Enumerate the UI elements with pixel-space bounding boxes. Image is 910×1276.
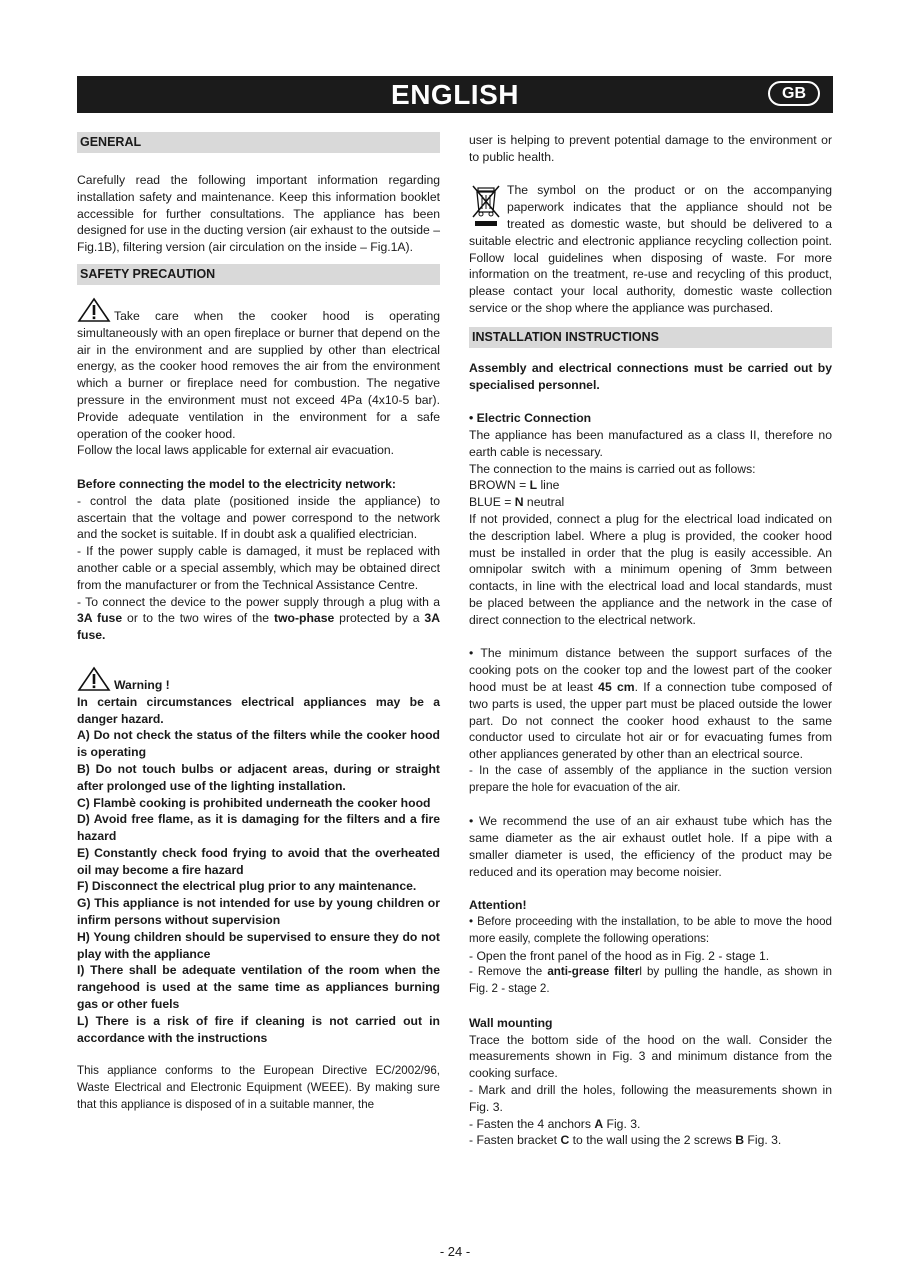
- wall-step2-prefix: - Fasten the 4 anchors: [469, 1116, 595, 1131]
- banner-title: ENGLISH: [391, 79, 519, 110]
- brown-suffix: line: [537, 478, 560, 493]
- warning-title: Warning !: [114, 677, 170, 692]
- suction-text: - In the case of assembly of the appliance in the suction version prepare the hole for evacuation of the air.: [469, 763, 832, 794]
- warning-item: F) Disconnect the electrical plug prior to any maintenance.: [77, 879, 417, 894]
- brown-line: [469, 477, 832, 494]
- fuse-bold: 3A fuse: [77, 611, 123, 626]
- warning-item: G) This appliance is not intended for use by young children or infirm persons without supervision: [77, 896, 440, 928]
- electric-title: • Electric Connection: [469, 411, 592, 426]
- wall-step3-suffix: Fig. 3.: [744, 1133, 782, 1148]
- safety-warning-paragraph: [77, 297, 440, 442]
- plug-text: If not provided, connect a plug for the electrical load indicated on the description label. Where a plug is provided, the cooker hood must be installed in order that the plug is easily accessible. An omnipolar switch with a minimum opening of 3mm between contacts, in line with the electrical load and local standards, must be placed between the appliance and the network in the case of direct connection to the electrical network.: [469, 511, 832, 627]
- conformity-text: This appliance conforms to the European Directive EC/2002/96, Waste Electrical and Electronic Equipment (WEEE). By making sure that this appliance is disposed of in a suitable manner, the: [77, 1064, 440, 1111]
- attention-step2-prefix: - Remove the: [469, 965, 548, 979]
- left-column: [77, 132, 440, 1114]
- warning-item: L) There is a risk of fire if cleaning is not carried out in accordance with the instructions: [77, 1013, 440, 1045]
- distance-bold: 45 cm: [598, 679, 635, 694]
- safety-warning-text: Take care when the cooker hood is operating simultaneously with an open fireplace or burner that depend on the air in the environment and are supplied by other than electrical energy, as the cooker hood removes the air from the environment which a burner or fireplace need for combustion. The negative pressure in the environment must not exceed 4Pa (4x10-5 bar). Provide adequate ventilation in the environment for a safe operation of the cooker hood.: [77, 308, 440, 441]
- attention-text: • Before proceeding with the installation, to be able to move the hood more easily, complete the following operations:: [469, 915, 832, 945]
- warning-item: B) Do not touch bulbs or adjacent areas, during or straight after prolonged use of the lighting installation.: [77, 761, 440, 793]
- two-phase-bold: two-phase: [273, 611, 335, 626]
- attention-step2-suffix: l by pulling the handle, as shown in Fig. 2 - stage 2.: [469, 965, 833, 996]
- anti-grease-filter-bold: anti-grease filter: [547, 965, 640, 979]
- brown-label: BROWN =: [469, 478, 530, 493]
- wall-step-3: [469, 1132, 832, 1149]
- language-banner: [77, 76, 833, 113]
- blue-suffix: neutral: [523, 495, 565, 510]
- safety-follow-text: Follow the local laws applicable for external air evacuation.: [77, 443, 395, 458]
- assembly-bold: Assembly and electrical connections must be carried out by specialised personnel.: [469, 360, 832, 392]
- attention-step-2: [469, 964, 832, 998]
- page-number: - 24 -: [439, 1244, 471, 1259]
- warning-item: C) Flambè cooking is prohibited underneath the cooker hood: [77, 795, 431, 810]
- connect-text-part: or to the two wires of the: [122, 611, 274, 626]
- warning-item: I) There shall be adequate ventilation of the room when the rangehood is used at the same time as appliances burning gas or other fuels: [77, 963, 440, 1012]
- warning-item: A) Do not check the status of the filters while the cooker hood is operating: [77, 728, 440, 760]
- connect-text-part: - To connect the device to the power supply through a plug with a: [77, 594, 440, 609]
- tube-text: • We recommend the use of an air exhaust tube which has the same diameter as the air exhaust outlet hole. If a pipe with a smaller diameter is used, the efficiency of the product may be reduced and its operation may become noisier.: [469, 814, 832, 879]
- attention-title: Attention!: [469, 898, 527, 913]
- warning-triangle-icon: [77, 666, 111, 692]
- anchor-letter: A: [594, 1116, 604, 1131]
- wall-step-2: [469, 1116, 832, 1133]
- blue-letter: N: [514, 495, 524, 510]
- before-connecting-title: Before connecting the model to the electricity network:: [77, 476, 396, 491]
- cable-text: - If the power supply cable is damaged, it must be replaced with another cable or a special assembly, which may be obtained direct from the manufacturer or from the Technical Assistance Centre.: [77, 544, 440, 592]
- weee-paragraph: [469, 182, 832, 316]
- distance-text: [469, 645, 832, 763]
- wall-step3-prefix: - Fasten bracket: [469, 1133, 561, 1148]
- wall-step2-suffix: Fig. 3.: [603, 1116, 641, 1131]
- screw-letter: B: [735, 1133, 745, 1148]
- language-badge: GB: [768, 81, 820, 106]
- wall-text: Trace the bottom side of the hood on the wall. Consider the measurements shown in Fig. 3 and minimum distance from the cooking surface.: [469, 1032, 832, 1081]
- distance-prefix: • The minimum distance between the support surfaces of the cooking pots on the cooker top and the lowest part of the cooker hood must be at least: [469, 646, 832, 694]
- fuse-bold-2: 3A fuse.: [77, 611, 441, 643]
- warning-triangle-icon: [77, 297, 111, 323]
- electric-text-1: The appliance has been manufactured as a class II, therefore no earth cable is necessary.: [469, 427, 832, 459]
- attention-step-1: - Open the front panel of the hood as in Fig. 2 - stage 1.: [469, 948, 770, 963]
- right-column: [469, 132, 832, 1149]
- warning-item: D) Avoid free flame, as it is damaging for the filters and a fire hazard: [77, 812, 440, 844]
- bracket-letter: C: [560, 1133, 570, 1148]
- general-text: Carefully read the following important information regarding installation safety and maintenance. Keep this information booklet accessible for further consultations. The appliance has been designed for use in the ducting version (air exhaust to the outside – Fig.1B), filtering version (air circulation on the inside – Fig.1A).: [77, 173, 440, 255]
- blue-line: [469, 494, 832, 511]
- warning-title-line: [77, 666, 440, 694]
- warning-item: E) Constantly check food frying to avoid that the overheated oil may become a fire hazard: [77, 845, 440, 877]
- warning-item: H) Young children should be supervised to ensure they do not play with the appliance: [77, 929, 440, 961]
- section-heading-safety: SAFETY PRECAUTION: [77, 264, 440, 285]
- warning-intro: In certain circumstances electrical appliances may be a danger hazard.: [77, 694, 440, 726]
- blue-label: BLUE =: [469, 495, 515, 510]
- control-text: - control the data plate (positioned inside the appliance) to ascertain that the voltage and power correspond to the network and the socket is suitable. If in doubt ask a qualified electrician.: [77, 493, 440, 542]
- wall-mounting-title: Wall mounting: [469, 1015, 553, 1030]
- weee-text: The symbol on the product or on the accompanying paperwork indicates that the appliance should not be treated as domestic waste, but should be delivered to a suitable electric and electronic appliance recycling collection point. Follow local guidelines when disposing of waste. For more information on the treatment, re-use and recycling of this product, please contact your local authority, domestic waste collection service or the shop where the appliance was purchased.: [469, 183, 832, 315]
- wall-step3-mid: to the wall using the 2 screws: [569, 1133, 736, 1148]
- section-heading-general: GENERAL: [77, 132, 440, 153]
- electric-text-2: The connection to the mains is carried out as follows:: [469, 461, 756, 476]
- continuation-text: user is helping to prevent potential damage to the environment or to public health.: [469, 133, 832, 164]
- crossed-bin-icon: [469, 182, 503, 228]
- section-heading-installation: INSTALLATION INSTRUCTIONS: [469, 327, 832, 348]
- distance-suffix: . If a connection tube composed of two parts is used, the upper part must be placed outside the lower part. Do not connect the cooker hood exhaust to the same conductor used to circulate hot air or for evacuating fumes from other appliances generated by other than an electrical source.: [469, 679, 832, 762]
- connect-text: [77, 594, 440, 644]
- connect-text-part: protected by a: [334, 611, 425, 626]
- wall-step-1: - Mark and drill the holes, following the measurements shown in Fig. 3.: [469, 1083, 832, 1114]
- brown-letter: L: [529, 478, 538, 493]
